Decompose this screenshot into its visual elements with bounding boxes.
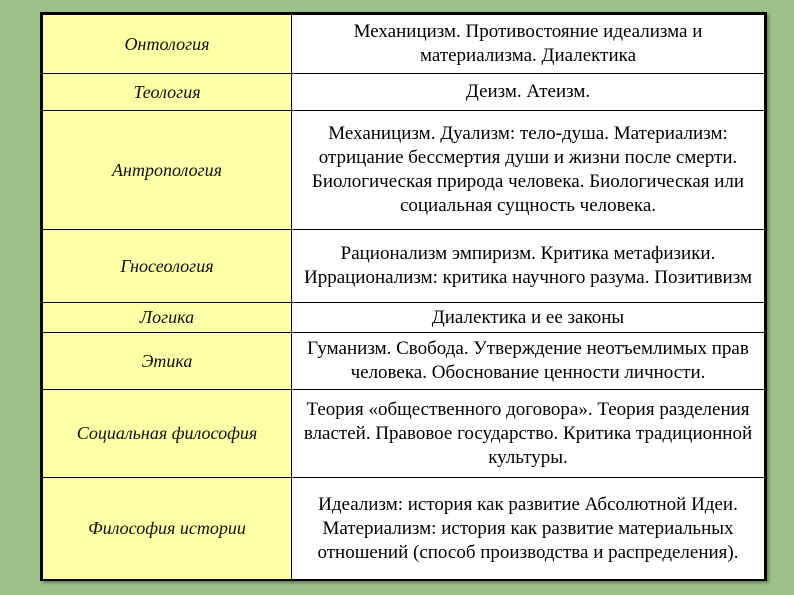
table-row [43, 390, 765, 478]
term-cell: Логика [43, 303, 292, 333]
table-row [43, 74, 765, 111]
table-row [43, 230, 765, 303]
description-cell: Деизм. Атеизм. [292, 74, 765, 111]
term-cell: Социальная философия [43, 390, 292, 478]
philosophy-table-grid [42, 14, 765, 580]
philosophy-table [40, 12, 767, 581]
description-cell [292, 230, 765, 303]
description-cell: Диалектика и ее законы [292, 303, 765, 333]
table-row [43, 478, 765, 580]
table-row [43, 111, 765, 230]
description-cell [292, 478, 765, 580]
description-text: Рационализм эмпиризм. Критика метафизики. Иррационализм: критика научного разума. Позитивизм [303, 243, 752, 288]
term-cell: Онтология [43, 15, 292, 74]
table-row [43, 333, 765, 390]
description-text: Идеализм: история как развитие Абсолютной Идеи. Материализм: история как развитие материальных отношений (способ производства и распределения). [317, 493, 739, 563]
description-cell [292, 111, 765, 230]
description-text: Механицизм. Дуализм: тело-душа. Материализм: отрицание бессмертия души и жизни после смерти. Биологическая природа человека. Биологическая или социальная сущность человека. [311, 123, 745, 216]
term-cell: Антропология [43, 111, 292, 230]
description-cell: Механицизм. Противостояние идеализма и материализма. Диалектика [292, 15, 765, 74]
term-cell: Теология [43, 74, 292, 111]
description-cell: Теория «общественного договора». Теория разделения властей. Правовое государство. Критика традиционной культуры. [292, 390, 765, 478]
table-row [43, 15, 765, 74]
term-cell: Гносеология [43, 230, 292, 303]
term-cell: Этика [43, 333, 292, 390]
description-cell: Гуманизм. Свобода. Утверждение неотъемлимых прав человека. Обоснование ценности личности. [292, 333, 765, 390]
table-row [43, 303, 765, 333]
term-cell: Философия истории [43, 478, 292, 580]
